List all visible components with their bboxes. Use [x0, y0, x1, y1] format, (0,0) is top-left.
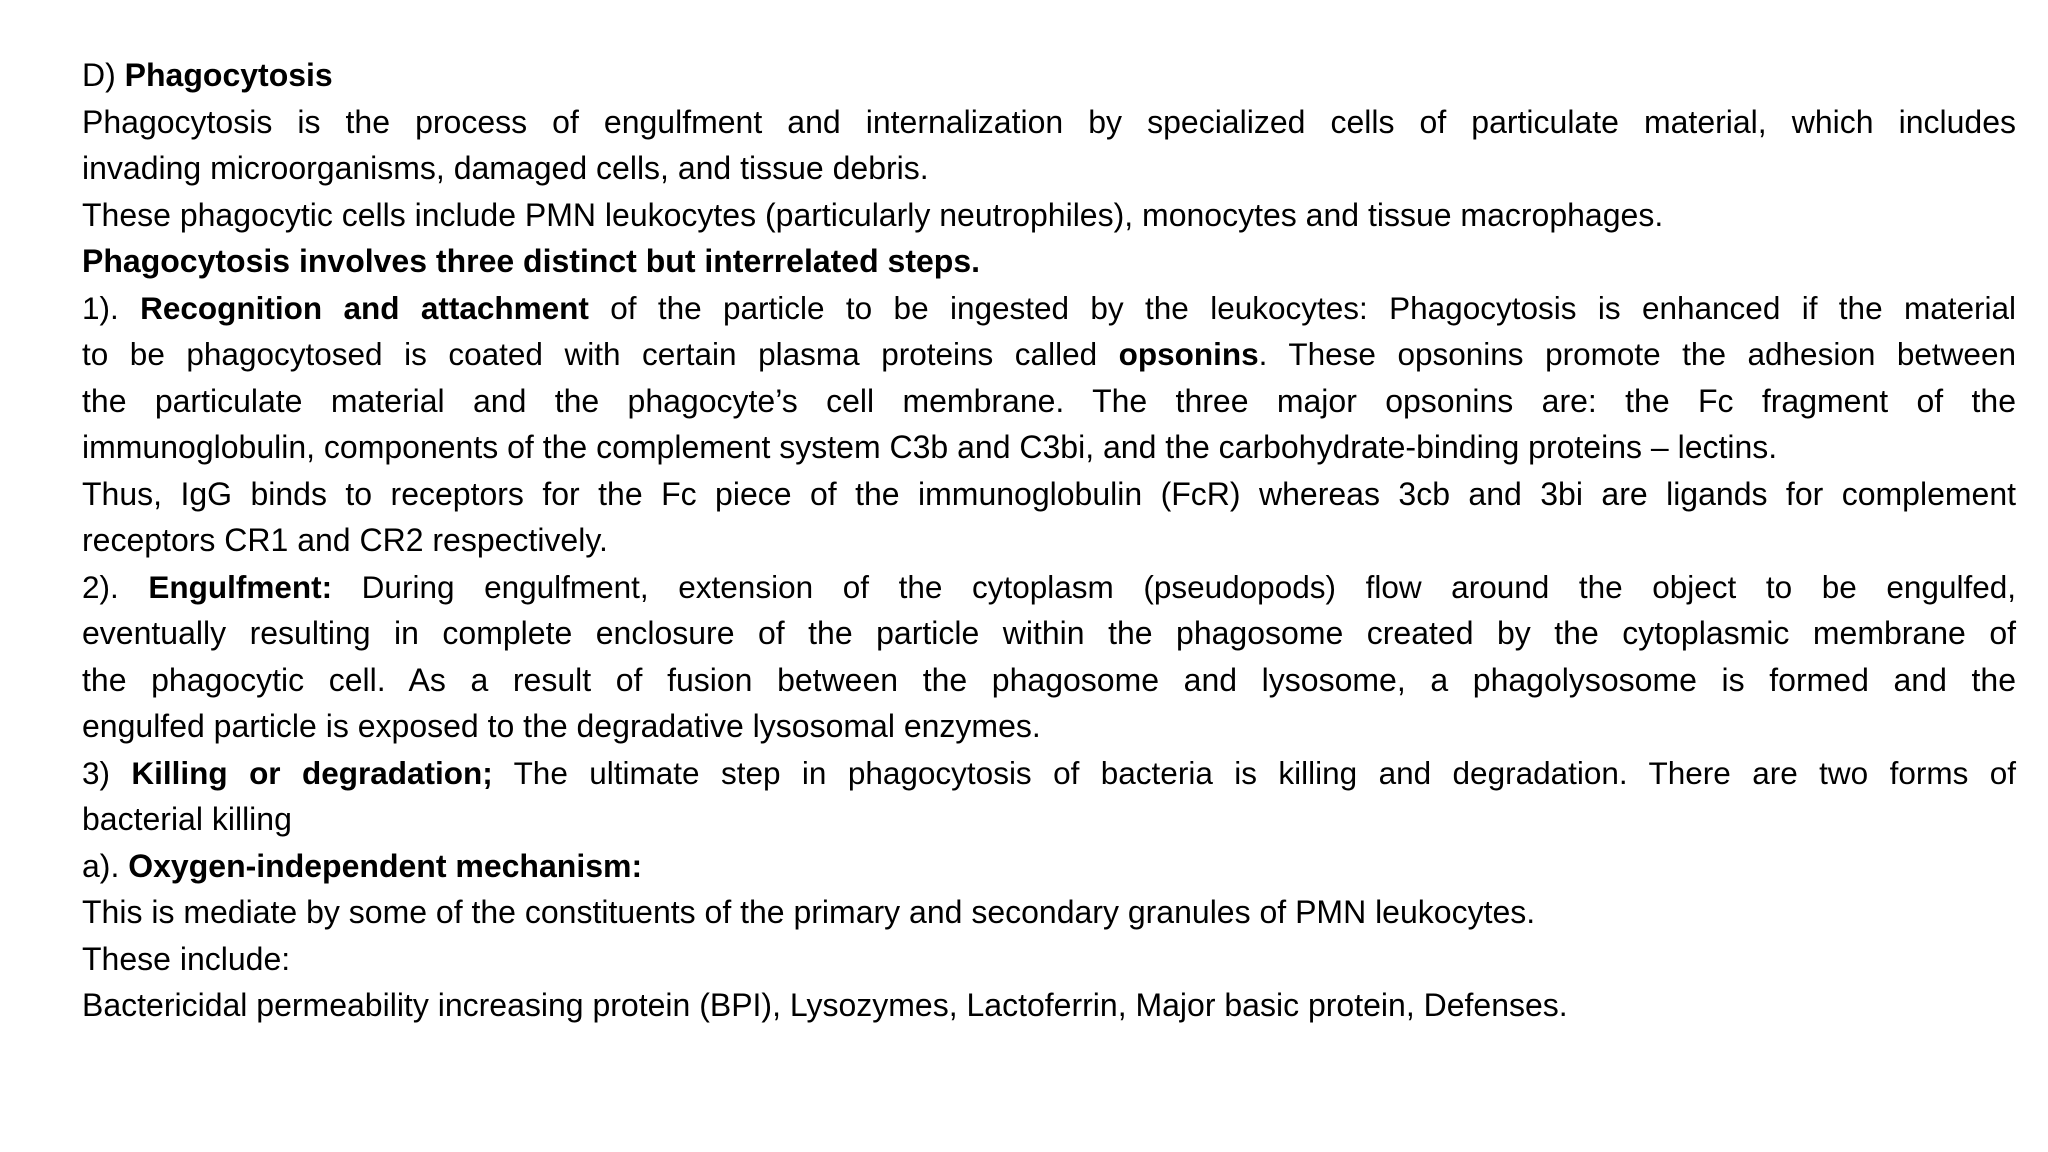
step1-line-6: receptors CR1 and CR2 respectively.	[82, 522, 608, 558]
step1-line-1-rest: of the particle to be ingested by the leukocytes: Phagocytosis is enhanced if the material	[588, 289, 2016, 326]
step3-title: Killing or degradation;	[131, 754, 493, 791]
step3-number: 3)	[82, 754, 132, 791]
step1-line-3: the particulate material and the phagocyte’s cell membrane. The three major opsonins are: the Fc fragment of the	[82, 382, 2016, 419]
heading-title: Phagocytosis	[124, 57, 333, 93]
step1-line-5: Thus, IgG binds to receptors for the Fc piece of the immunoglobulin (FcR) whereas 3cb and 3bi are ligands for complement	[82, 475, 2016, 512]
step1-opsonins: opsonins	[1118, 336, 1259, 372]
step2-line-1	[82, 564, 2016, 611]
step3-line-2: bacterial killing	[82, 801, 292, 837]
mechanism-a-line-3: Bactericidal permeability increasing protein (BPI), Lysozymes, Lactoferrin, Major basic protein, Defenses.	[82, 987, 1568, 1023]
step2-number: 2).	[82, 568, 149, 605]
step1-number: 1).	[82, 289, 141, 326]
step1-title: Recognition and attachment	[140, 289, 589, 326]
step2-line-4: engulfed particle is exposed to the degradative lysosomal enzymes.	[82, 708, 1041, 744]
intro-line-2: invading microorganisms, damaged cells, and tissue debris.	[82, 150, 929, 186]
mechanism-a-title: Oxygen-independent mechanism:	[128, 847, 643, 884]
mechanism-a-prefix: a).	[82, 847, 129, 884]
mechanism-a-line-2: These include:	[82, 940, 291, 977]
steps-heading-text: Phagocytosis involves three distinct but interrelated steps.	[82, 243, 981, 279]
intro-line-3: These phagocytic cells include PMN leukocytes (particularly neutrophiles), monocytes and tissue macrophages.	[82, 196, 1664, 233]
step2-line-2: eventually resulting in complete enclosure of the particle within the phagosome created by the cytoplasmic membrane of	[82, 615, 2016, 651]
step2-line-1-rest: During engulfment, extension of the cytoplasm (pseudopods) flow around the object to be engulfed,	[332, 568, 2016, 605]
steps-heading	[82, 238, 2016, 285]
step1-line-2-post: . These opsonins promote the adhesion between	[1258, 336, 2016, 372]
heading-prefix: D)	[82, 57, 125, 93]
step2-title: Engulfment:	[148, 568, 333, 605]
step2-line-3: the phagocytic cell. As a result of fusion between the phagosome and lysosome, a phagolysosome is formed and the	[82, 661, 2016, 698]
step3-line-1	[82, 750, 2016, 797]
mechanism-a-line-1: This is mediate by some of the constituents of the primary and secondary granules of PMN leukocytes.	[82, 894, 1536, 930]
document-body	[82, 52, 2016, 1029]
step3-line-1-rest: The ultimate step in phagocytosis of bacteria is killing and degradation. There are two forms of	[492, 754, 2016, 791]
step1-line-2	[82, 331, 2016, 378]
step1-line-1	[82, 285, 2016, 332]
step1-line-4: immunoglobulin, components of the complement system C3b and C3bi, and the carbohydrate-binding proteins – lectins.	[82, 429, 1778, 465]
section-heading	[82, 52, 2016, 99]
step1-line-2-pre: to be phagocytosed is coated with certain plasma proteins called	[82, 336, 1119, 372]
intro-line-1: Phagocytosis is the process of engulfment and internalization by specialized cells of particulate material, which includes	[82, 103, 2016, 140]
mechanism-a-heading	[82, 843, 2016, 890]
